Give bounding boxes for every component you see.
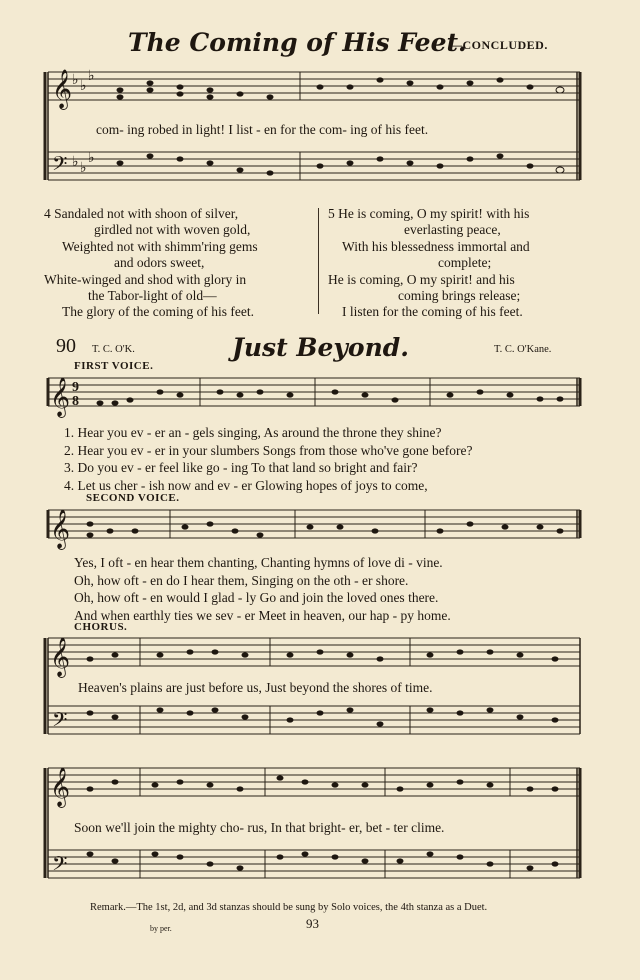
first-voice-lyrics: 1. Hear you ev - er an - gels singing, As around the throne they shine? 2. Hear you ev - er in your slumbers Songs from those who've gone before? 3. Do you ev - er feel like go - ing To that land so bright and fair? 4. Let us cher - ish now and ev - er Glowing hopes of joys to come,: [64, 425, 473, 493]
hymn-title-just-beyond: Just Beyond.: [232, 333, 409, 362]
svg-text:8: 8: [72, 394, 79, 409]
svg-text:♭: ♭: [88, 69, 95, 84]
svg-text:𝄞: 𝄞: [50, 769, 71, 806]
staff-second-voice: [40, 502, 590, 552]
svg-text:9: 9: [72, 380, 79, 395]
svg-text:𝄢: 𝄢: [52, 854, 68, 880]
svg-text:♭: ♭: [72, 155, 79, 170]
second-voice-label: SECOND VOICE.: [86, 492, 180, 504]
svg-text:♭: ♭: [88, 151, 95, 166]
hymn-title-coming-of-his-feet: The Coming of His Feet.: [128, 28, 467, 57]
stanza-divider: [318, 208, 319, 314]
concluded-label: —CONCLUDED.: [450, 38, 548, 52]
svg-text:𝄞: 𝄞: [50, 511, 71, 548]
svg-text:𝄢: 𝄢: [52, 154, 68, 180]
notes-bass: [117, 153, 565, 175]
stanza-5: 5 He is coming, O my spirit! with his everlasting peace, With his blessedness immortal and complete; He is coming, O my spirit! and his coming brings release; I listen for the coming of his feet.: [328, 206, 530, 320]
svg-text:♭: ♭: [72, 73, 79, 88]
composer: T. C. O'Kane.: [494, 344, 552, 355]
svg-text:𝄞: 𝄞: [50, 379, 71, 416]
second-voice-lyrics: Yes, I oft - en hear them chanting, Chanting hymns of love di - vine. Oh, how oft - en do I hear them, Singing on the oth - er shore. Oh, how oft - en would I glad - ly Go and join the loved ones there. And when earthly ties we sev - er Meet in heaven, our hap - py home.: [74, 555, 451, 623]
stanza-4: 4 Sandaled not with shoon of silver, girdled not with woven gold, Weighted not with shimm'ring gems and odors sweet, White-winged and shod with glory in the Tabor-light of old— The glory of the coming of his feet.: [44, 206, 258, 320]
chorus-lyric-2: Soon we'll join the mighty cho- rus, In that bright- er, bet - ter clime.: [74, 820, 445, 835]
by-per-note: by per.: [150, 924, 172, 933]
hymn-number: 90: [56, 335, 76, 357]
svg-text:𝄞: 𝄞: [50, 639, 71, 676]
treble-staff: [48, 72, 580, 100]
svg-text:𝄞: 𝄞: [52, 71, 73, 108]
svg-text:♭: ♭: [80, 161, 87, 176]
svg-text:𝄢: 𝄢: [52, 710, 68, 736]
page-number: 93: [306, 916, 319, 931]
lyricist: T. C. O'K.: [92, 344, 135, 355]
staff-first-voice: [40, 370, 590, 420]
section1-lyric: com- ing robed in light! I list - en for the com- ing of his feet.: [96, 122, 429, 137]
svg-text:♭: ♭: [80, 79, 87, 94]
first-voice-label: FIRST VOICE.: [74, 360, 154, 372]
chorus-label: CHORUS.: [74, 621, 128, 633]
notes-treble: [117, 77, 565, 99]
chorus-lyric-1: Heaven's plains are just before us, Just beyond the shores of time.: [78, 680, 433, 695]
remark: Remark.—The 1st, 2d, and 3d stanzas should be sung by Solo voices, the 4th stanza as a Duet.: [90, 902, 488, 913]
